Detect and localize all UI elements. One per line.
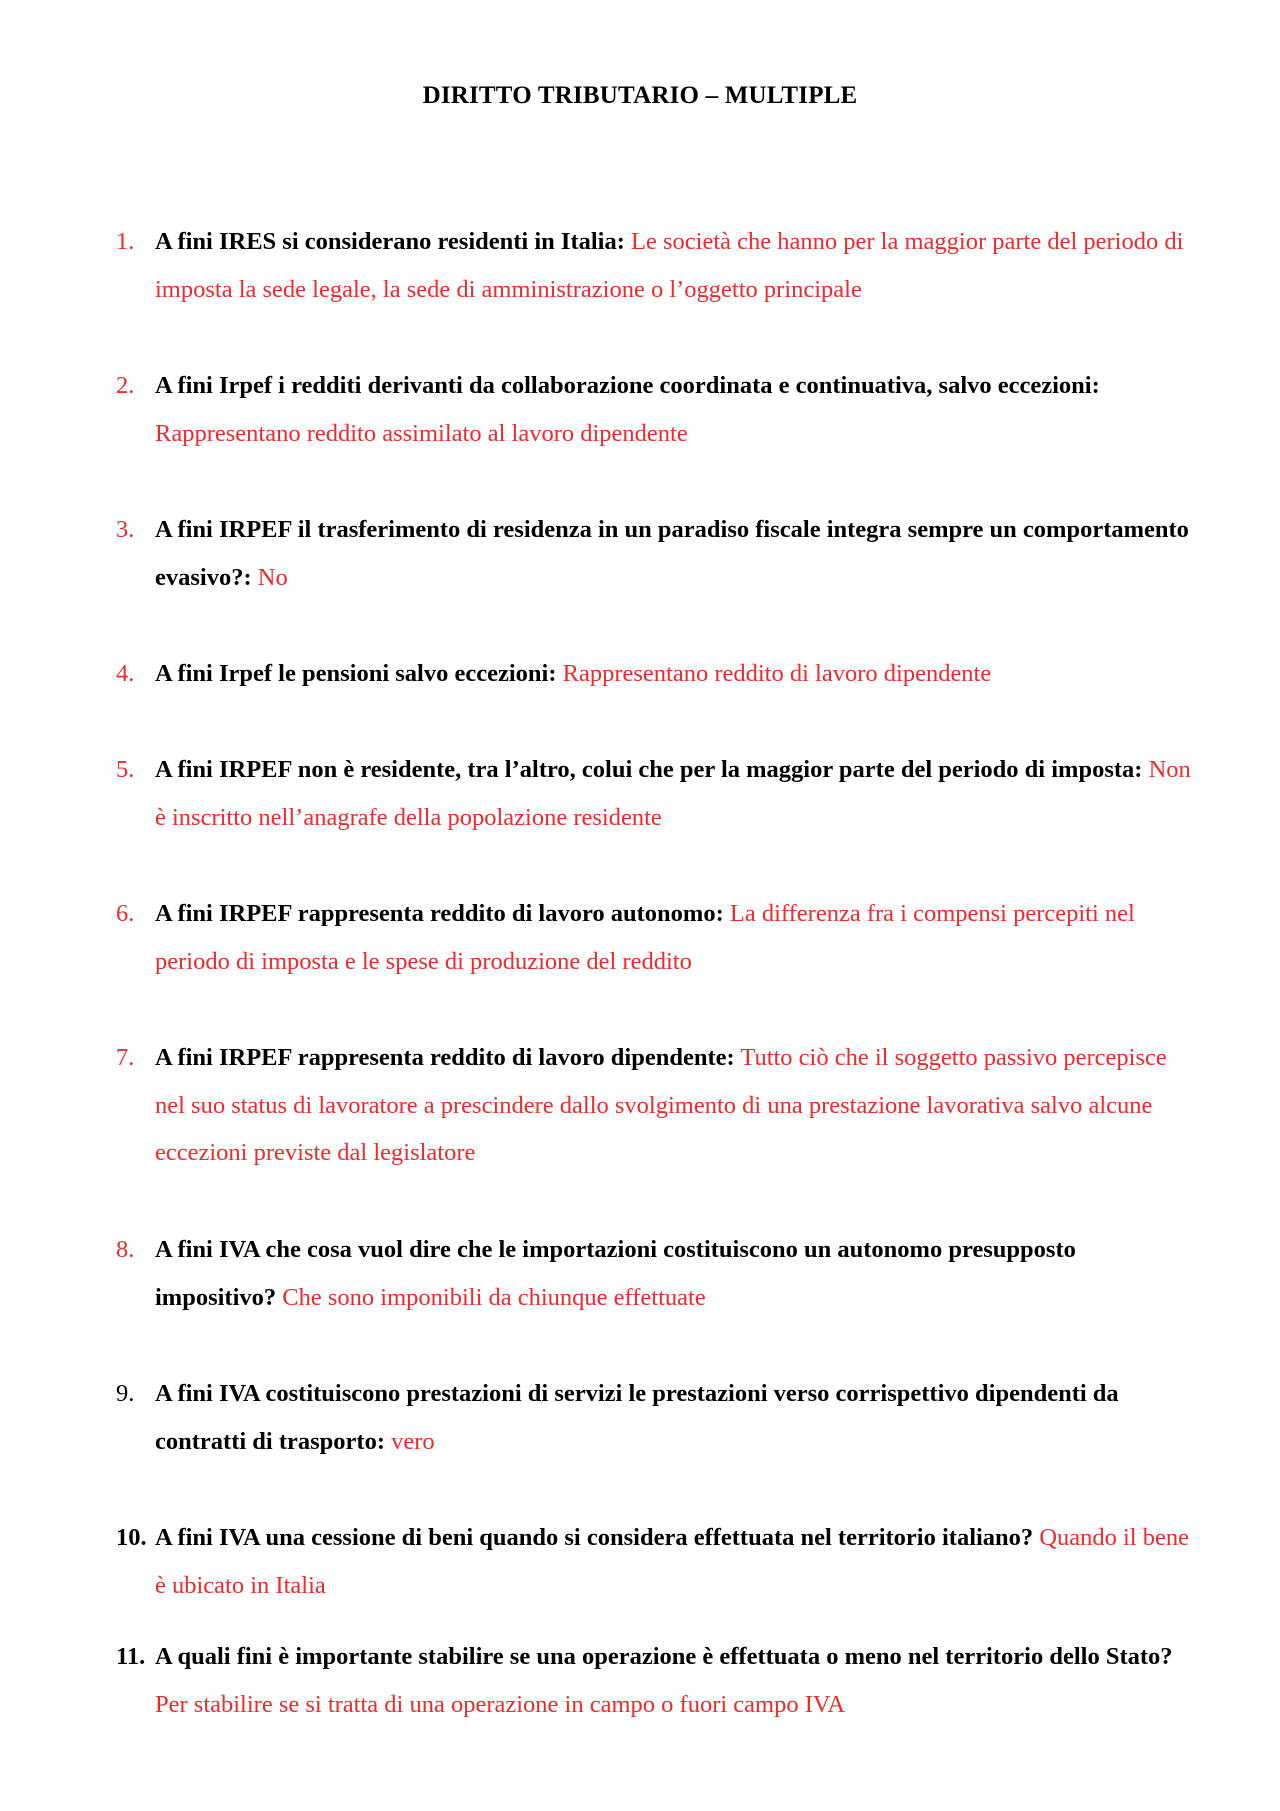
answer-text: Che sono imponibili da chiunque effettuate: [282, 1283, 706, 1311]
question-text: A fini Irpef i redditi derivanti da collaborazione coordinata e continuativa, salvo eccezioni:: [155, 372, 1100, 399]
list-item-9: [116, 1370, 1191, 1465]
list-item-4: [116, 650, 1191, 698]
list-item-6: [116, 890, 1191, 985]
item-number: 10.: [116, 1524, 147, 1551]
question-text: A fini IRPEF non è residente, tra l’altro, colui che per la maggior parte del periodo di imposta:: [155, 756, 1143, 783]
answer-text: Non è inscritto nell’anagrafe della popolazione residente: [155, 756, 1191, 831]
question-text: A fini IRPEF rappresenta reddito di lavoro autonomo:: [155, 900, 724, 927]
list-item-11: [116, 1633, 1191, 1728]
answer-text: Rappresentano reddito di lavoro dipendente: [562, 660, 992, 687]
question-text: A fini IRPEF rappresenta reddito di lavoro dipendente:: [155, 1044, 735, 1071]
answer-text: No: [257, 563, 288, 591]
question-text: A fini IVA costituiscono prestazioni di servizi le prestazioni verso corrispettivo dipendenti da contratti di trasporto:: [155, 1380, 1119, 1455]
list-item-10: [116, 1514, 1191, 1609]
question-text: A fini IRPEF il trasferimento di residenza in un paradiso fiscale integra sempre un comportamento evasivo?:: [155, 516, 1189, 591]
item-number: 1.: [116, 228, 135, 255]
list-item-7: [116, 1034, 1191, 1177]
item-number: 3.: [116, 516, 135, 543]
question-text: A fini Irpef le pensioni salvo eccezioni:: [155, 660, 557, 687]
list-item-5: [116, 746, 1191, 841]
answer-text: Tutto ciò che il soggetto passivo percepisce nel suo status di lavoratore a prescindere dallo svolgimento di una prestazione lavorativa salvo alcune eccezioni previste dal legislatore: [155, 1044, 1167, 1166]
list-item-2: [116, 362, 1191, 457]
answer-text: Quando il bene è ubicato in Italia: [155, 1524, 1189, 1599]
answer-text: vero: [391, 1427, 435, 1455]
question-text: A fini IVA una cessione di beni quando si considera effettuata nel territorio italiano?: [155, 1524, 1034, 1551]
question-text: A fini IVA che cosa vuol dire che le importazioni costituiscono un autonomo presupposto impositivo?: [155, 1236, 1076, 1311]
question-text: A quali fini è importante stabilire se una operazione è effettuata o meno nel territorio dello Stato?: [155, 1643, 1173, 1670]
item-number: 4.: [116, 660, 135, 687]
answer-text: Per stabilire se si tratta di una operazione in campo o fuori campo IVA: [155, 1690, 846, 1718]
item-number: 8.: [116, 1236, 135, 1263]
question-text: A fini IRES si considerano residenti in Italia:: [155, 228, 625, 255]
item-number: 11.: [116, 1643, 146, 1670]
list-item-8: [116, 1226, 1191, 1321]
item-number: 5.: [116, 756, 135, 783]
answer-text: La differenza fra i compensi percepiti nel periodo di imposta e le spese di produzione del reddito: [155, 900, 1135, 975]
answer-text: Rappresentano reddito assimilato al lavoro dipendente: [155, 419, 688, 447]
item-number: 2.: [116, 372, 135, 399]
list-item-1: [116, 218, 1191, 313]
item-number: 6.: [116, 900, 135, 927]
answer-text: Le società che hanno per la maggior parte del periodo di imposta la sede legale, la sede di amministrazione o l’oggetto principale: [155, 228, 1184, 303]
item-number: 7.: [116, 1044, 135, 1071]
item-number: 9.: [116, 1380, 135, 1407]
list-item-3: [116, 506, 1191, 601]
page-title: DIRITTO TRIBUTARIO – MULTIPLE: [422, 82, 858, 109]
